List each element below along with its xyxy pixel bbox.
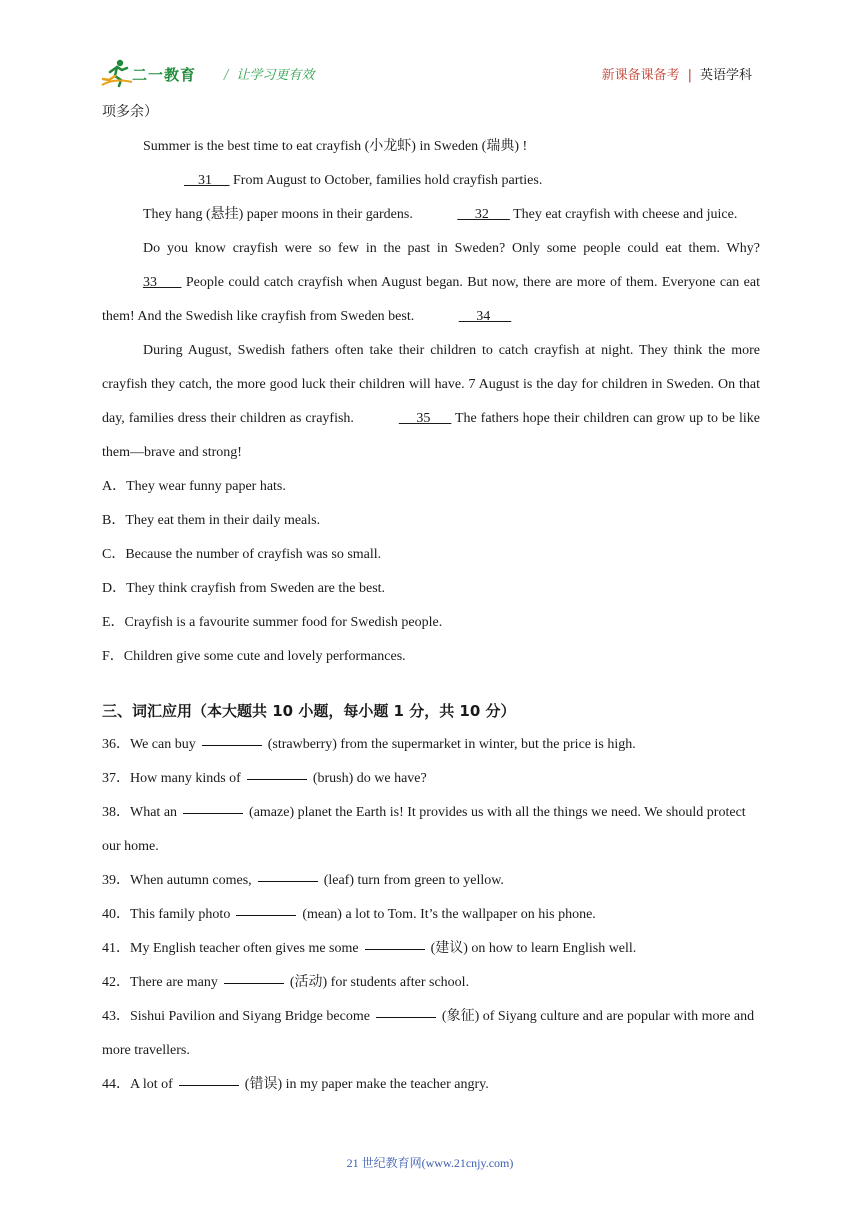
question-stem: 42．There are many [102, 975, 218, 990]
answer-blank [202, 744, 262, 746]
blank-33: 33 [143, 275, 182, 290]
header-subject: 英语学科 [699, 68, 752, 83]
page-content [102, 96, 760, 1102]
answer-blank [365, 948, 425, 950]
page-footer: 21 世纪教育网(www.21cnjy.com) [346, 1156, 514, 1170]
slogan: / 让学习更有效 [224, 68, 315, 83]
runner-icon [100, 58, 134, 88]
answer-blank [179, 1084, 239, 1086]
answer-blank [183, 812, 243, 814]
question-stem: 41．My English teacher often gives me some [102, 941, 359, 956]
question-42 [102, 966, 760, 1000]
option-c: C．Because the number of crayfish was so small. [102, 547, 382, 562]
question-rest: (brush) do we have? [312, 771, 427, 786]
question-37 [102, 762, 760, 796]
answer-blank [247, 778, 307, 780]
passage-text: People could catch crayfish when August began. But now, there are more of them. Everyone can eat them! And the Swedish like crayfish from Sweden best. [102, 275, 760, 324]
header-course-label: 新课备课备考 [601, 68, 680, 83]
blank-32: 32 [457, 207, 510, 222]
passage-text: From August to October, families hold crayfish parties. [229, 173, 543, 188]
passage-para-2 [102, 164, 760, 198]
question-rest: (amaze) planet the Earth is! It provides us with all the things we need. We should protect our home. [102, 805, 746, 854]
question-stem: 38．What an [102, 805, 178, 820]
answer-blank [224, 982, 284, 984]
question-stem: 43．Sishui Pavilion and Siyang Bridge become [102, 1009, 370, 1024]
question-rest: (建议) on how to learn English well. [430, 941, 637, 956]
section-title: 三、词汇应用（本大题共 10 小题，每小题 1 分，共 10 分） [102, 702, 516, 720]
option-f: F．Children give some cute and lovely performances. [102, 649, 406, 664]
header-right [602, 64, 752, 83]
option-b: B．They eat them in their daily meals. [102, 513, 321, 528]
question-stem: 36．We can buy [102, 737, 196, 752]
passage-para-1: Summer is the best time to eat crayfish (小龙虾) in Sweden (瑞典) ! [143, 139, 528, 154]
option-a: A．They wear funny paper hats. [102, 479, 286, 494]
logo-text: 二一教育 [132, 66, 197, 84]
answer-blank [376, 1016, 436, 1018]
header-separator: | [687, 68, 692, 83]
question-stem: 40．This family photo [102, 907, 231, 922]
question-43 [102, 1000, 760, 1068]
passage-text: They eat crayfish with cheese and juice. [509, 207, 738, 222]
blank-31: 31 [184, 173, 230, 188]
question-44 [102, 1068, 760, 1102]
question-rest: (象征) of Siyang culture and are popular with more and more travellers. [102, 1009, 755, 1058]
question-rest: (错误) in my paper make the teacher angry. [244, 1077, 489, 1092]
question-39 [102, 864, 760, 898]
passage-text: Do you know crayfish were so few in the past in Sweden? Only some people could eat them. Why? [143, 241, 760, 256]
passage-text: They hang (悬挂) paper moons in their gardens. [143, 207, 417, 222]
question-38 [102, 796, 760, 864]
question-36 [102, 728, 760, 762]
option-e: E．Crayfish is a favourite summer food for Swedish people. [102, 615, 443, 630]
page-header [100, 58, 760, 88]
slogan-text: 让学习更有效 [236, 68, 315, 83]
question-rest: (leaf) turn from green to yellow. [323, 873, 504, 888]
question-stem: 44．A lot of [102, 1077, 173, 1092]
question-rest: (strawberry) from the supermarket in winter, but the price is high. [267, 737, 636, 752]
question-41 [102, 932, 760, 966]
passage-para-5 [102, 334, 760, 470]
question-rest: (活动) for students after school. [289, 975, 470, 990]
question-stem: 39．When autumn comes, [102, 873, 252, 888]
option-d: D．They think crayfish from Sweden are the best. [102, 581, 386, 596]
passage-text: The fathers hope their children can grow up to be like them—brave and strong! [102, 411, 761, 460]
question-40 [102, 898, 760, 932]
passage-para-4 [102, 232, 760, 334]
passage-text: During August, Swedish fathers often take their children to catch crayfish at night. They think the more crayfish they catch, the more good luck their children will have. 7 August is the day for children in Sweden. On that day, families dress their children as crayfish. [102, 343, 760, 426]
passage-para-3 [102, 198, 760, 232]
continued-line: 项多余） [102, 105, 158, 120]
brand-logo [100, 58, 210, 88]
question-stem: 37．How many kinds of [102, 771, 241, 786]
question-rest: (mean) a lot to Tom. It’s the wallpaper on his phone. [302, 907, 596, 922]
answer-blank [258, 880, 318, 882]
blank-34: 34 [458, 309, 512, 324]
answer-blank [236, 914, 296, 916]
blank-35: 35 [398, 411, 452, 426]
